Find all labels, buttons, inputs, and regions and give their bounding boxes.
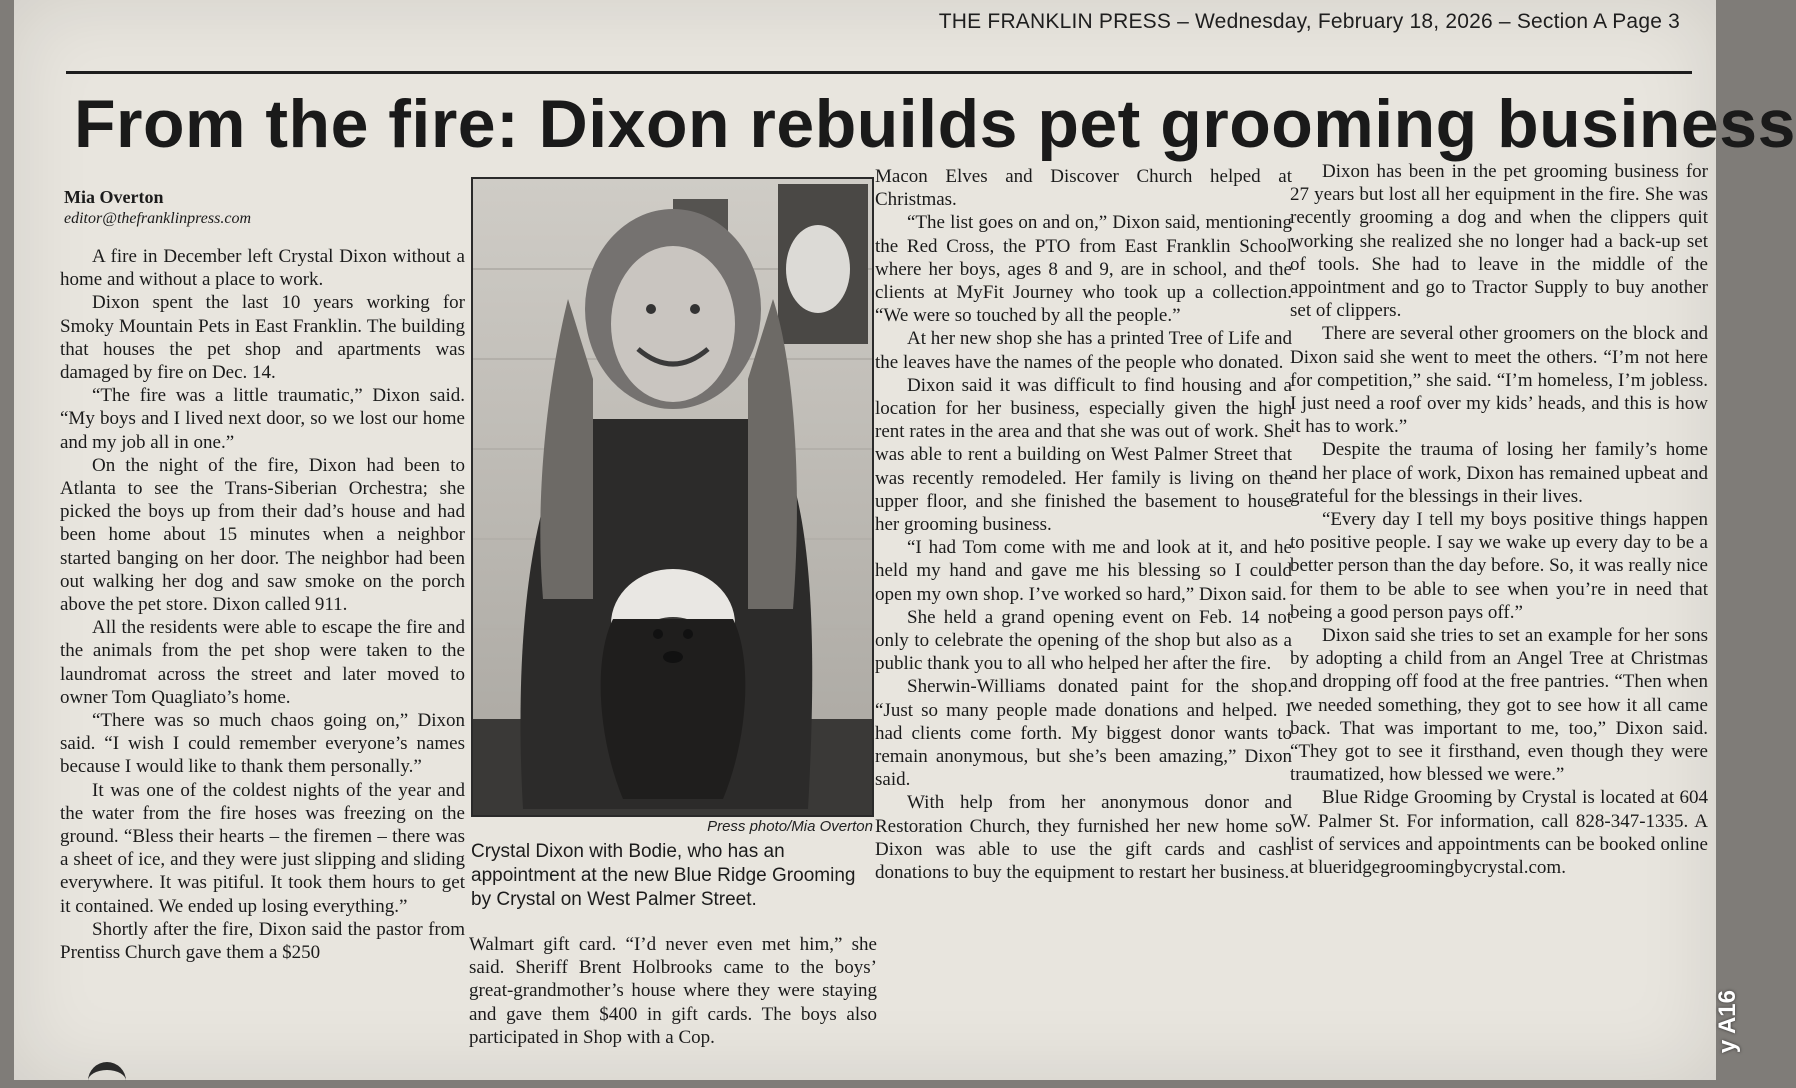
paragraph: “The list goes on and on,” Dixon said, mentioning the Red Cross, the PTO from East Franklin School where her boys, ages 8 and 9, are in school, and the clients at MyFit Journey who took up a collection. “We were so touched by all the people.”: [875, 212, 1292, 327]
paragraph: Dixon has been in the pet grooming business for 27 years but lost all her equipment in the fire. She was recently grooming a dog and when the clippers quit working she realized she no longer had a back-up set of tools. She had to leave in the middle of the appointment and go to Tractor Supply to buy another set of clippers.: [1290, 161, 1708, 322]
paragraph: There are several other groomers on the block and Dixon said she went to meet the others. “I’m not here for competition,” she said. “I’m homeless, I’m jobless. I just need a roof over my kids’ heads, and this is how it has to work.”: [1290, 323, 1708, 438]
page-watermark: y A16: [1714, 990, 1741, 1054]
paragraph: “The fire was a little traumatic,” Dixon said. “My boys and I lived next door, so we lost our home and my job all in one.”: [60, 385, 465, 453]
paragraph: On the night of the fire, Dixon had been to Atlanta to see the Trans-Siberian Orchestra; she picked the boys up from their dad’s house and had been home about 15 minutes when a neighbor started banging on her door. The neighbor had been out walking her dog and saw smoke on the porch above the pet store. Dixon called 911.: [60, 454, 465, 616]
paragraph: At her new shop she has a printed Tree of Life and the leaves have the names of the people who donated.: [875, 328, 1292, 373]
paragraph: Blue Ridge Grooming by Crystal is located at 604 W. Palmer St. For information, call 828-347-1335. A list of services and appointments can be booked online at blueridgegroomingbycrystal.com.: [1290, 787, 1708, 879]
paragraph: Dixon spent the last 10 years working for Smoky Mountain Pets in East Franklin. The building that houses the pet shop and apartments was damaged by fire on Dec. 14.: [60, 292, 465, 384]
paragraph: “I had Tom come with me and look at it, and he held my hand and gave me his blessing so I could open my own shop. I’ve worked so hard,” Dixon said.: [875, 537, 1292, 605]
paragraph: Macon Elves and Discover Church helped at Christmas.: [875, 166, 1292, 211]
photo-caption: Crystal Dixon with Bodie, who has an appointment at the new Blue Ridge Grooming by Crystal on West Palmer Street.: [471, 841, 856, 910]
article-column-1: [60, 245, 465, 964]
photo-credit: Press photo/Mia Overton: [707, 818, 873, 835]
paragraph: Despite the trauma of losing her family’s home and her place of work, Dixon has remained upbeat and grateful for the blessings in their lives.: [1290, 439, 1708, 507]
header-rule: [66, 71, 1692, 74]
paragraph: She held a grand opening event on Feb. 14 not only to celebrate the opening of the shop but also as a public thank you to all who helped her after the fire.: [875, 606, 1292, 675]
paragraph: “There was so much chaos going on,” Dixon said. “I wish I could remember everyone’s names because I would like to thank them personally.”: [60, 710, 465, 778]
article-column-3: [875, 165, 1292, 884]
paragraph: All the residents were able to escape the fire and the animals from the pet shop were taken to the laundromat across the street and later moved to owner Tom Quagliato’s home.: [60, 617, 465, 708]
paragraph: A fire in December left Crystal Dixon without a home and without a place to work.: [60, 246, 465, 291]
running-head: THE FRANKLIN PRESS – Wednesday, February 18, 2026 – Section A Page 3: [938, 10, 1680, 33]
paragraph: It was one of the coldest nights of the year and the water from the fire hoses was freezing on the ground. “Bless their hearts – the firemen – there was a sheet of ice, and they were just slipping and sliding everywhere. It was pitiful. It took them hours to get it contained. We ended up losing everything.”: [60, 779, 465, 917]
paragraph: Shortly after the fire, Dixon said the pastor from Prentiss Church gave them a $250: [60, 918, 465, 964]
article-column-4: [1290, 160, 1708, 879]
next-article-fragment: [88, 1062, 126, 1088]
paragraph: Walmart gift card. “I’d never even met him,” she said. Sheriff Brent Holbrooks came to the boys’ great-grandmother’s house where they were staying and gave them $400 in gift cards. The boys also participated in Shop with a Cop.: [469, 934, 877, 1048]
paragraph: Dixon said she tries to set an example for her sons by adopting a child from an Angel Tree at Christmas and dropping off food at the free pantries. “Then when we needed something, they got to see how it all came back. That was important to me, too,” Dixon said. “They got to see it firsthand, even though they were traumatized, how blessed we were.”: [1290, 625, 1708, 786]
byline-name: Mia Overton: [64, 187, 164, 207]
newspaper-page: [14, 0, 1796, 1080]
paragraph: Dixon said it was difficult to find housing and a location for her business, especially given the high rent rates in the area and that she was out of work. She was able to rent a building on West Palmer Street that was recently remodeled. Her family is living on the upper floor, and she finished the basement to house her grooming business.: [875, 374, 1292, 536]
paragraph: Sherwin-Williams donated paint for the shop. “Just so many people made donations and helped. I had clients come forth. My biggest donor wants to remain anonymous, but she’s been amazing,” Dixon said.: [875, 676, 1292, 791]
paragraph: With help from her anonymous donor and Restoration Church, they furnished her new home so Dixon was able to use the gift cards and cash donations to buy the equipment to restart her business.: [875, 792, 1292, 884]
headline: From the fire: Dixon rebuilds pet grooming business: [74, 86, 1796, 162]
byline: [64, 187, 251, 228]
article-photo: [471, 177, 874, 817]
article-column-2: [469, 933, 877, 1049]
byline-email: editor@thefranklinpress.com: [64, 210, 251, 227]
paragraph: “Every day I tell my boys positive things happen to positive people. I say we wake up every day to be a better person than the day before. So, it was really nice for them to be able to see when you’re in need that being a good person pays off.”: [1290, 509, 1708, 623]
photo-illustration: [473, 179, 872, 815]
